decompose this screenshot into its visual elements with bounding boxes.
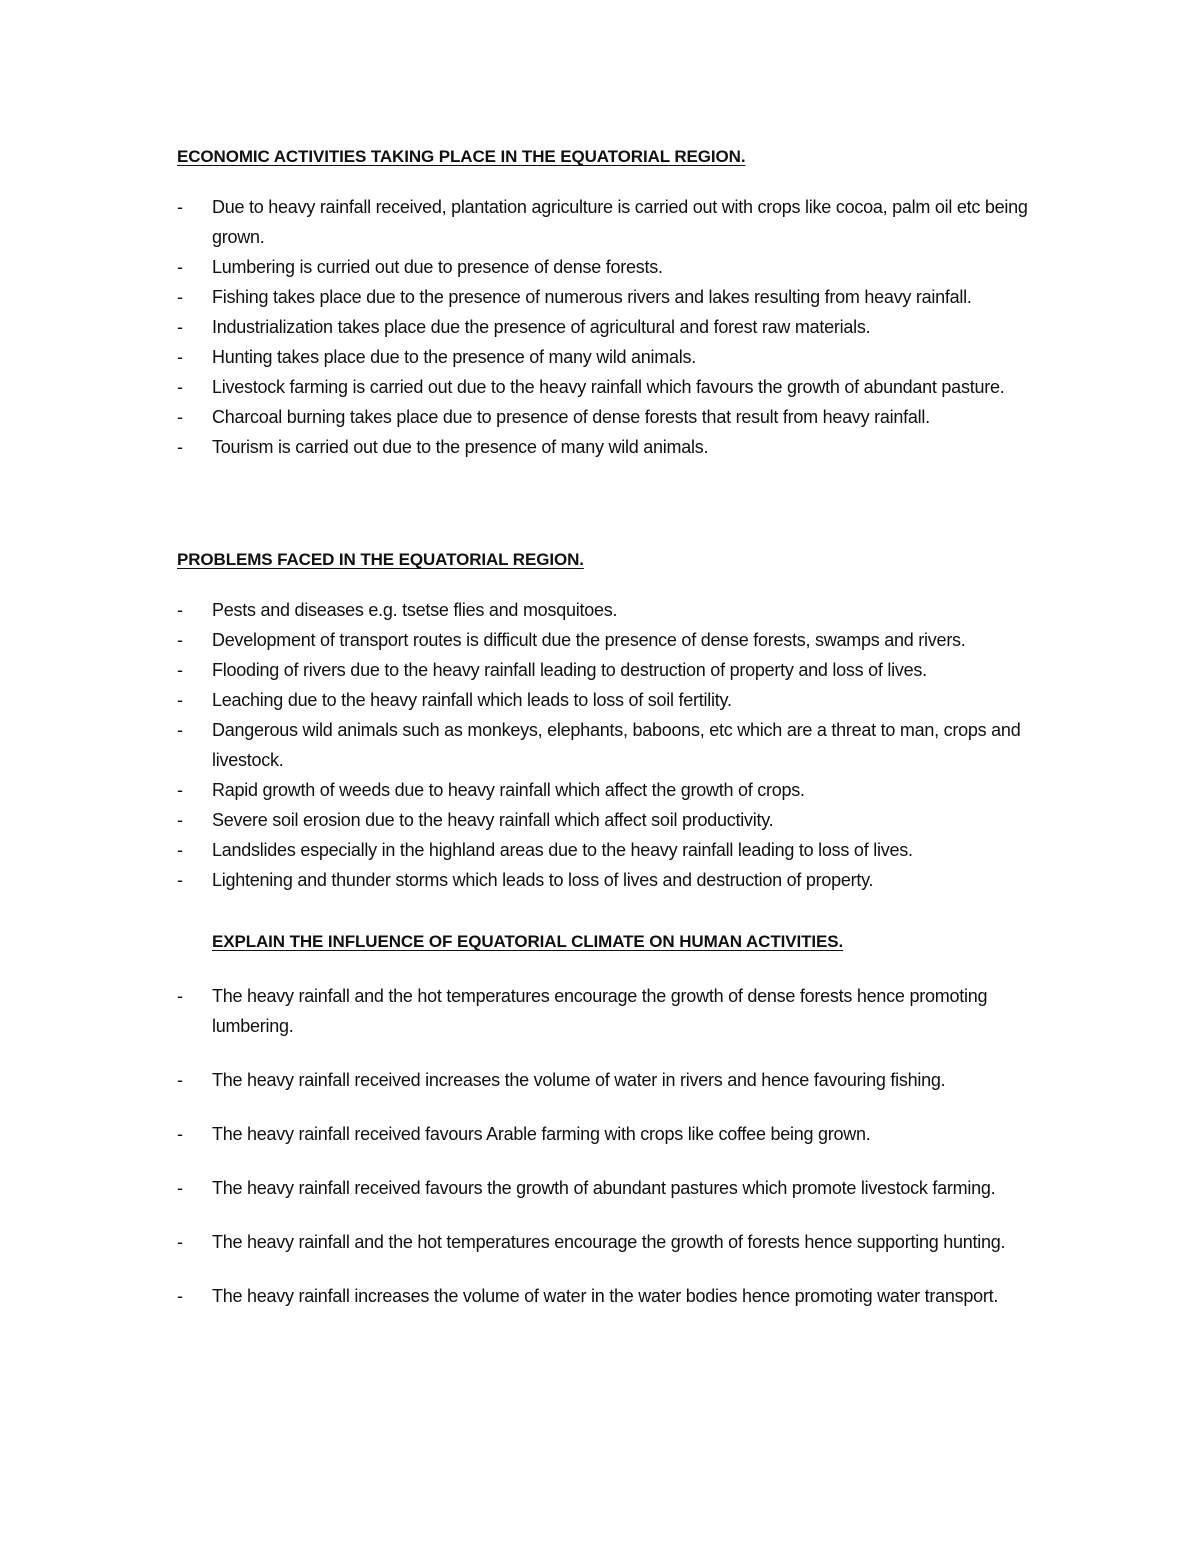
list-item — [0, 655, 1062, 685]
list-item-text: Tourism is carried out due to the presence of many wild animals. — [212, 437, 709, 457]
list-item — [0, 595, 1062, 625]
list-item — [0, 1227, 1062, 1257]
list-item-text: Fishing takes place due to the presence of numerous rivers and lakes resulting from heavy rainfall. — [212, 287, 972, 307]
bullet-dash: - — [177, 660, 183, 680]
bullet-dash: - — [177, 986, 183, 1006]
bullet-dash: - — [177, 840, 183, 860]
list-item-text: The heavy rainfall received increases the volume of water in rivers and hence favouring fishing. — [212, 1070, 946, 1090]
bullet-dash: - — [177, 287, 183, 307]
list-item — [0, 835, 1062, 865]
list-item-text: The heavy rainfall and the hot temperatures encourage the growth of forests hence supporting hunting. — [212, 1232, 1006, 1252]
list-item — [0, 625, 1062, 655]
list-item-text: The heavy rainfall and the hot temperatures encourage the growth of dense forests hence promoting lumbering. — [212, 986, 988, 1036]
list-item — [0, 715, 1062, 775]
list-item — [0, 192, 1062, 252]
bullet-dash: - — [177, 1286, 183, 1306]
list-item-text: Industrialization takes place due the presence of agricultural and forest raw materials. — [212, 317, 871, 337]
list-item-text: Charcoal burning takes place due to presence of dense forests that result from heavy rainfall. — [212, 407, 930, 427]
bullet-dash: - — [177, 437, 183, 457]
list-item — [0, 775, 1062, 805]
list-item — [0, 1119, 1062, 1149]
bullet-dash: - — [177, 600, 183, 620]
bullet-dash: - — [177, 257, 183, 277]
list-item-text: Severe soil erosion due to the heavy rainfall which affect soil productivity. — [212, 810, 774, 830]
bullet-dash: - — [177, 690, 183, 710]
list-item-text: Dangerous wild animals such as monkeys, elephants, baboons, etc which are a threat to man, crops and livestock. — [212, 720, 1021, 770]
bullet-dash: - — [177, 780, 183, 800]
list-item — [0, 865, 1062, 895]
list-item-text: Lightening and thunder storms which leads to loss of lives and destruction of property. — [212, 870, 874, 890]
bullet-dash: - — [177, 317, 183, 337]
list-item-text: The heavy rainfall received favours the growth of abundant pastures which promote livestock farming. — [212, 1178, 996, 1198]
list-item-text: Due to heavy rainfall received, plantation agriculture is carried out with crops like cocoa, palm oil etc being grown. — [212, 197, 1028, 247]
economic-activities-list — [0, 192, 1062, 462]
list-item-text: Development of transport routes is difficult due the presence of dense forests, swamps and rivers. — [212, 630, 966, 650]
bullet-dash: - — [177, 1124, 183, 1144]
bullet-dash: - — [177, 1070, 183, 1090]
section-heading-problems: PROBLEMS FACED IN THE EQUATORIAL REGION. — [177, 550, 584, 569]
list-item — [0, 1065, 1062, 1095]
bullet-dash: - — [177, 630, 183, 650]
list-item — [0, 1281, 1062, 1311]
climate-influence-list — [0, 981, 1062, 1335]
list-item — [0, 1173, 1062, 1203]
list-item-text: Pests and diseases e.g. tsetse flies and mosquitoes. — [212, 600, 618, 620]
bullet-dash: - — [177, 1178, 183, 1198]
list-item-text: The heavy rainfall increases the volume of water in the water bodies hence promoting water transport. — [212, 1286, 999, 1306]
list-item — [0, 402, 1062, 432]
list-item-text: Lumbering is curried out due to presence of dense forests. — [212, 257, 663, 277]
list-item — [0, 372, 1062, 402]
bullet-dash: - — [177, 347, 183, 367]
bullet-dash: - — [177, 810, 183, 830]
list-item — [0, 252, 1062, 282]
section-heading-climate-influence: EXPLAIN THE INFLUENCE OF EQUATORIAL CLIMATE ON HUMAN ACTIVITIES. — [212, 932, 844, 951]
bullet-dash: - — [177, 197, 183, 217]
list-item — [0, 805, 1062, 835]
list-item — [0, 312, 1062, 342]
list-item-text: Flooding of rivers due to the heavy rainfall leading to destruction of property and loss of lives. — [212, 660, 927, 680]
problems-list — [0, 595, 1062, 895]
bullet-dash: - — [177, 870, 183, 890]
bullet-dash: - — [177, 377, 183, 397]
list-item-text: Rapid growth of weeds due to heavy rainfall which affect the growth of crops. — [212, 780, 805, 800]
bullet-dash: - — [177, 407, 183, 427]
bullet-dash: - — [177, 720, 183, 740]
list-item — [0, 282, 1062, 312]
list-item-text: Leaching due to the heavy rainfall which leads to loss of soil fertility. — [212, 690, 732, 710]
section-heading-economic-activities: ECONOMIC ACTIVITIES TAKING PLACE IN THE EQUATORIAL REGION. — [177, 147, 746, 166]
bullet-dash: - — [177, 1232, 183, 1252]
list-item — [0, 981, 1062, 1041]
list-item-text: Landslides especially in the highland areas due to the heavy rainfall leading to loss of lives. — [212, 840, 913, 860]
list-item-text: Livestock farming is carried out due to the heavy rainfall which favours the growth of abundant pasture. — [212, 377, 1005, 397]
list-item — [0, 432, 1062, 462]
list-item-text: The heavy rainfall received favours Arable farming with crops like coffee being grown. — [212, 1124, 871, 1144]
list-item — [0, 685, 1062, 715]
list-item-text: Hunting takes place due to the presence of many wild animals. — [212, 347, 697, 367]
list-item — [0, 342, 1062, 372]
